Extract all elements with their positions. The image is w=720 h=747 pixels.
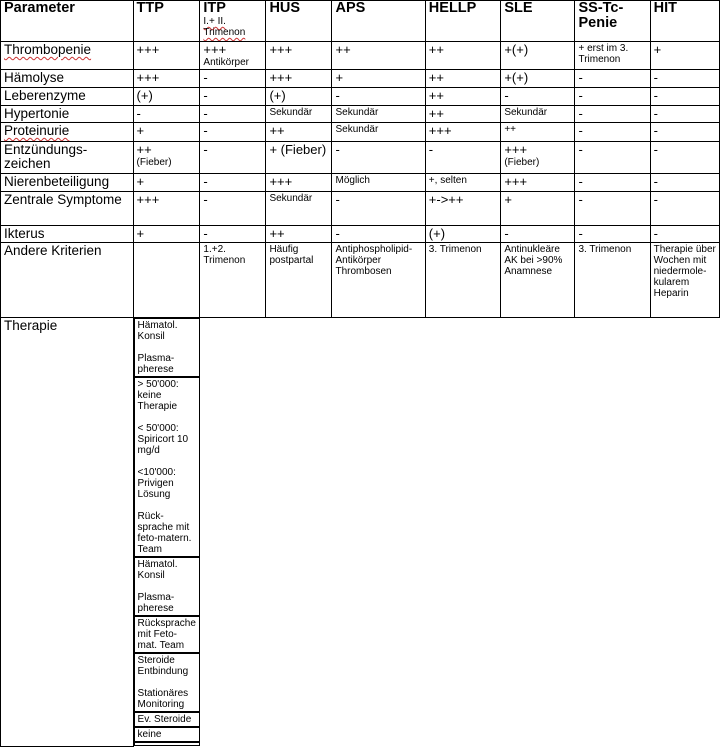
header-aps: APS <box>332 1 425 42</box>
cell-itp <box>200 42 266 70</box>
cell-hit <box>134 742 200 746</box>
cell-aps: Möglich <box>332 174 425 192</box>
cell-itp: - <box>200 70 266 88</box>
cell-sle: - <box>501 226 575 243</box>
row-label: Therapie <box>1 318 134 747</box>
cell-sstc: - <box>575 142 650 174</box>
cell-ttp: Hämatol. Konsil Plasma-pherese <box>134 318 200 377</box>
cell-hellp: ++ <box>425 88 501 106</box>
cell-hit: Therapie über Wochen mit niedermole-kularem Heparin <box>650 243 719 318</box>
row-label: Ikterus <box>1 226 134 243</box>
cell-sle: ++ <box>501 123 575 142</box>
cell-sstc: - <box>575 226 650 243</box>
cell-itp: > 50'000: keine Therapie < 50'000: Spiricort 10 mg/d <10'000: Privigen Lösung Rück-sprache mit feto-matern. Team <box>134 377 200 557</box>
cell-sstc: - <box>575 88 650 106</box>
cell-aps: Antiphospholipid-Antikörper Thrombosen <box>332 243 425 318</box>
cell-aps: - <box>332 88 425 106</box>
row-label: Andere Kriterien <box>1 243 134 318</box>
cell-hellp: +++ <box>425 123 501 142</box>
header-itp-label: ITP <box>203 0 226 16</box>
cell-sle <box>501 142 575 174</box>
cell-sle: Ev. Steroide <box>134 712 200 727</box>
cell-hus: +++ <box>266 174 332 192</box>
cell-aps: - <box>332 226 425 243</box>
cell-sle: +(+) <box>501 70 575 88</box>
cell-sle: Antinukleäre AK bei >90% Anamnese <box>501 243 575 318</box>
cell-hus: Sekundär <box>266 192 332 226</box>
cell-itp: - <box>200 174 266 192</box>
cell-ttp-value: ++ <box>136 142 152 157</box>
cell-itp: - <box>200 123 266 142</box>
cell-sle-value: +++ <box>504 142 528 157</box>
cell-aps: Sekundär <box>332 106 425 123</box>
cell-hellp: ++ <box>425 42 501 70</box>
cell-hit: + <box>650 42 719 70</box>
cell-hit: - <box>650 70 719 88</box>
cell-ttp <box>133 142 200 174</box>
header-parameter: Parameter <box>1 1 134 42</box>
cell-hellp: ++ <box>425 70 501 88</box>
cell-ttp: +++ <box>133 42 200 70</box>
row-label: Nierenbeteiligung <box>1 174 134 192</box>
cell-sle: - <box>501 88 575 106</box>
row-label: Hämolyse <box>1 70 134 88</box>
row-label: Entzündungs-zeichen <box>1 142 134 174</box>
cell-hellp: +, selten <box>425 174 501 192</box>
table-row <box>1 42 720 70</box>
header-ttp: TTP <box>133 1 200 42</box>
table-row <box>1 174 720 192</box>
cell-ttp: + <box>133 226 200 243</box>
cell-sstc: - <box>575 70 650 88</box>
header-row <box>1 1 720 42</box>
cell-hit: - <box>650 142 719 174</box>
cell-hellp: 3. Trimenon <box>425 243 501 318</box>
cell-itp: - <box>200 88 266 106</box>
cell-hit: - <box>650 106 719 123</box>
cell-hus: ++ <box>266 226 332 243</box>
cell-aps: ++ <box>332 42 425 70</box>
cell-hus: Sekundär <box>266 106 332 123</box>
cell-sstc: - <box>575 192 650 226</box>
cell-ttp <box>133 243 200 318</box>
cell-itp-note: Antikörper <box>203 57 249 68</box>
row-label: Hypertonie <box>1 106 134 123</box>
cell-ttp: - <box>133 106 200 123</box>
cell-hellp: Steroide Entbindung Stationäres Monitoring <box>134 653 200 712</box>
cell-itp-value: +++ <box>203 42 227 57</box>
header-hellp: HELLP <box>425 1 501 42</box>
cell-hit: - <box>650 226 719 243</box>
cell-sle: + <box>501 192 575 226</box>
cell-hus: Häufig postpartal <box>266 243 332 318</box>
cell-hellp: ++ <box>425 106 501 123</box>
table-row <box>1 142 720 174</box>
cell-ttp: +++ <box>133 192 200 226</box>
cell-hus: (+) <box>266 88 332 106</box>
cell-hus: + (Fieber) <box>266 142 332 174</box>
cell-sle: +++ <box>501 174 575 192</box>
cell-sstc: - <box>575 174 650 192</box>
header-hit: HIT <box>650 1 719 42</box>
cell-sstc: - <box>575 106 650 123</box>
table-row <box>1 243 720 318</box>
cell-itp: 1.+2. Trimenon <box>200 243 266 318</box>
cell-aps: - <box>332 192 425 226</box>
row-label: Proteinurie <box>1 123 134 142</box>
table-row <box>1 70 720 88</box>
table-row <box>1 318 720 747</box>
table-row <box>1 106 720 123</box>
header-itp <box>200 1 266 42</box>
row-label: Zentrale Symptome <box>1 192 134 226</box>
cell-ttp: + <box>133 123 200 142</box>
cell-hellp: +->++ <box>425 192 501 226</box>
cell-hit: - <box>650 123 719 142</box>
cell-aps: Sekundär <box>332 123 425 142</box>
header-hus: HUS <box>266 1 332 42</box>
cell-ttp: (+) <box>133 88 200 106</box>
cell-hit: - <box>650 174 719 192</box>
cell-hit: - <box>650 192 719 226</box>
header-sstc: SS-Tc-Penie <box>575 1 650 42</box>
table-row <box>1 226 720 243</box>
table-row <box>1 123 720 142</box>
table-row <box>1 192 720 226</box>
cell-hellp: (+) <box>425 226 501 243</box>
row-label: Thrombopenie <box>1 42 134 70</box>
cell-hit: - <box>650 88 719 106</box>
cell-itp: - <box>200 192 266 226</box>
cell-hus: +++ <box>266 70 332 88</box>
row-label: Leberenzyme <box>1 88 134 106</box>
cell-hellp: - <box>425 142 501 174</box>
cell-sstc: + erst im 3. Trimenon <box>575 42 650 70</box>
cell-hus: +++ <box>266 42 332 70</box>
cell-ttp-note: (Fieber) <box>136 157 172 168</box>
cell-sle: +(+) <box>501 42 575 70</box>
cell-aps: - <box>332 142 425 174</box>
cell-itp: - <box>200 226 266 243</box>
header-sle: SLE <box>501 1 575 42</box>
cell-sle: Sekundär <box>501 106 575 123</box>
cell-sle-note: (Fieber) <box>504 157 540 168</box>
cell-itp: - <box>200 142 266 174</box>
cell-ttp: +++ <box>133 70 200 88</box>
table-row <box>1 88 720 106</box>
cell-aps: + <box>332 70 425 88</box>
cell-sstc: 3. Trimenon <box>575 243 650 318</box>
cell-ttp: + <box>133 174 200 192</box>
cell-aps: Rücksprache mit Feto-mat. Team <box>134 616 200 653</box>
cell-sstc: - <box>575 123 650 142</box>
cell-itp: - <box>200 106 266 123</box>
cell-hus: ++ <box>266 123 332 142</box>
header-itp-sub: I.+ II. Trimenon <box>203 16 246 38</box>
cell-sstc: keine <box>134 727 200 742</box>
cell-hus: Hämatol. Konsil Plasma-pherese <box>134 557 200 616</box>
